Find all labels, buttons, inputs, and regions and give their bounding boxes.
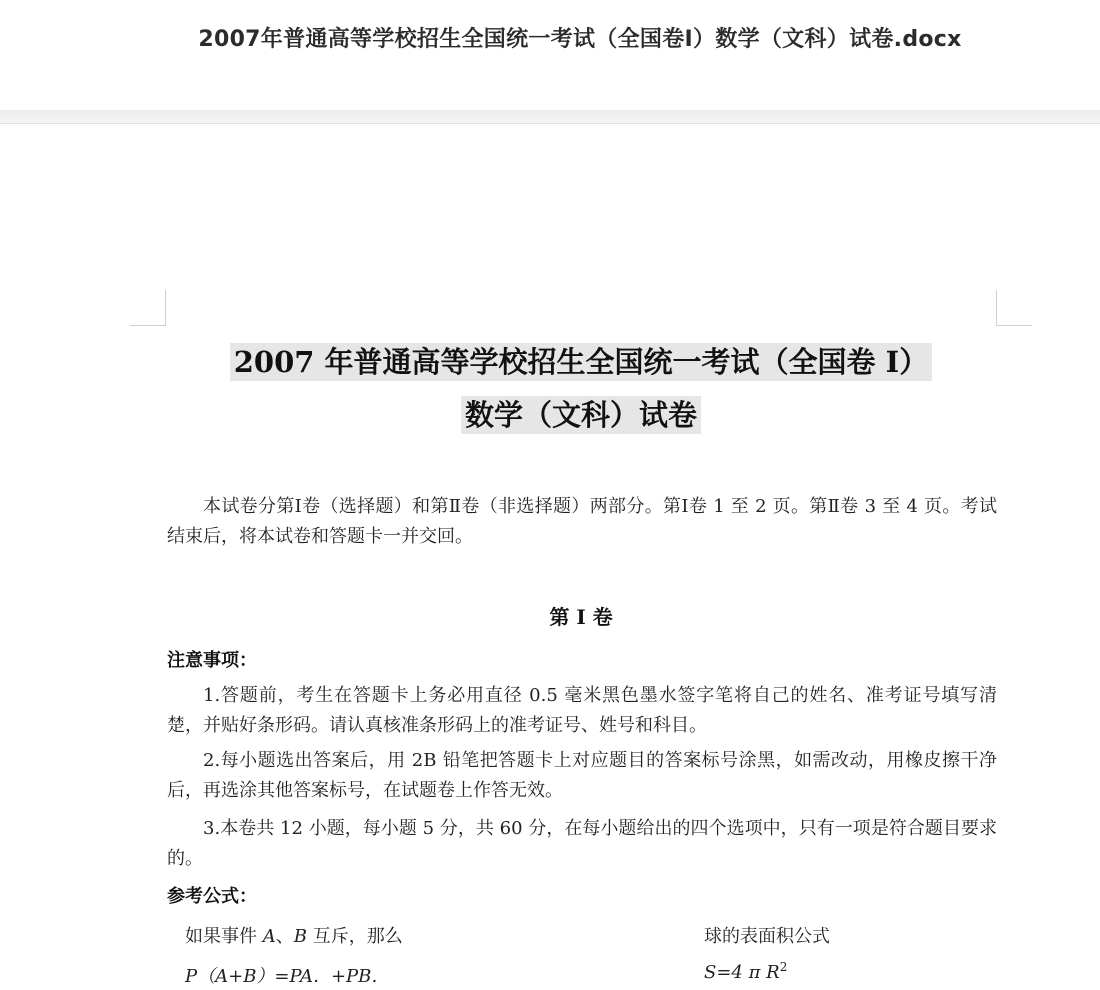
formula-sphere-area-label: 球的表面积公式 (704, 926, 830, 947)
file-title: 2007年普通高等学校招生全国统一考试（全国卷I）数学（文科）试卷.docx (198, 27, 962, 52)
formula-label: 参考公式： (167, 886, 257, 907)
notice-item-2: 2.每小题选出答案后，用 2B 铅笔把答题卡上对应题目的答案标号涂黑，如需改动，用橡皮擦干净后，再选涂其他答案标号，在试题卷上作答无效。 (167, 750, 997, 801)
formula-text: 如果事件 (185, 926, 263, 947)
formula-text: 、 (275, 926, 294, 947)
formula-sphere-area (704, 962, 787, 983)
formula-probability-sum (185, 962, 389, 988)
formula-mutually-exclusive (185, 922, 403, 948)
document-title-line2 (0, 393, 1100, 434)
crop-mark-top-right (996, 290, 1032, 326)
intro-paragraph: 本试卷分第Ⅰ卷（选择题）和第Ⅱ卷（非选择题）两部分。第Ⅰ卷 1 至 2 页。第Ⅱ卷 3 至 4 页。考试结束后，将本试卷和答题卡一并交回。 (167, 496, 997, 547)
formula-exponent: 2 (779, 960, 788, 974)
section-heading: 第 I 卷 (549, 605, 613, 629)
title-bar (0, 0, 1100, 110)
crop-mark-top-left (130, 290, 166, 326)
notice-label: 注意事项： (167, 650, 257, 671)
ribbon-separator (0, 110, 1100, 124)
event-a: A (262, 926, 276, 947)
formula-text: P（A+B）=PA．+PB． (185, 966, 390, 987)
notice-item-1: 1.答题前，考生在答题卡上务必用直径 0.5 毫米黑色墨水签字笔将自己的姓名、准考证号填写清楚，并贴好条形码。请认真核准条形码上的准考证号、姓号和科目。 (167, 685, 997, 736)
formula-text: 互斥，那么 (306, 926, 403, 947)
title-line2-text: 数学（文科）试卷 (461, 396, 701, 434)
notice-item-3: 3.本卷共 12 小题，每小题 5 分，共 60 分，在每小题给出的四个选项中，只有一项是符合题目要求的。 (167, 818, 997, 869)
title-line1-text: 2007 年普通高等学校招生全国统一考试（全国卷 I） (230, 343, 932, 381)
formula-text: S=4 π R (704, 962, 780, 983)
document-title-line1 (0, 340, 1100, 381)
event-b: B (293, 926, 307, 947)
